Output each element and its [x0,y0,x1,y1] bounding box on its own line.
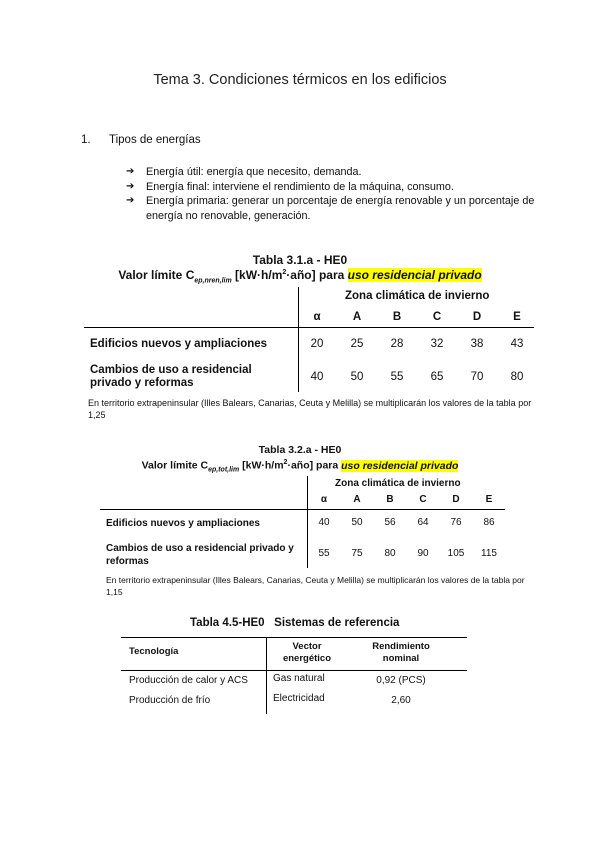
list-item-text: Energía final: interviene el rendimiento de la máquina, consumo. [146,180,454,193]
table3-title: Tabla 4.5-HE0 Sistemas de referencia [190,617,400,629]
table1-note: En territorio extrapeninsular (Illes Balears, Canarias, Ceuta y Melilla) se multiplicarán los valores de la tabla por 1,25 [88,398,532,420]
table3-divider-vertical [266,637,267,714]
table1-subtitle [0,268,600,284]
document-title: Tema 3. Condiciones térmicos en los edificios [153,72,447,88]
table1-cell: 20 [310,338,324,350]
table1-row-label: Cambios de uso a residencial privado y reformas [90,364,252,389]
table1-col-header: B [392,311,402,323]
energy-types-list [126,165,536,223]
table2-cell: 64 [417,517,429,528]
section-number: 1. [81,134,91,146]
table1-subtitle-superscript: 2 [282,269,287,276]
table2-cell: 75 [351,548,363,559]
table1-cell: 43 [510,338,524,350]
table3-col-header: Vector energético [282,641,332,664]
list-item [126,194,536,223]
table2-subtitle-units-b: ·año] para [287,459,342,472]
table3-cell: 2,60 [391,695,411,706]
arrow-right-icon: ➔ [126,166,135,177]
table1-cell: 28 [390,338,404,350]
table1-subtitle-prefix: Valor límite C [118,268,195,282]
table2-cell: 86 [483,517,495,528]
table1-cell: 40 [310,371,324,383]
list-item-text: Energía primaria: generar un porcentaje de energía renovable y un porcentaje de energía no renovable, generación. [146,195,535,222]
list-item [126,180,536,195]
table2-cell: 56 [384,517,396,528]
table2-col-header: D [452,494,460,505]
table1-cell: 25 [350,338,364,350]
table1-cell: 38 [470,338,484,350]
table3-divider-middle [121,670,467,671]
table1-title: Tabla 3.1.a - HE0 [252,253,348,267]
table1-subtitle-highlight: uso residencial privado [347,268,482,282]
table1-divider-horizontal [84,327,534,328]
table1-cell: 32 [430,338,444,350]
table2-row-label: Edificios nuevos y ampliaciones [106,518,260,529]
table3-cell: Electricidad [273,693,325,704]
table1-row-label: Edificios nuevos y ampliaciones [90,338,268,350]
table2-subtitle [0,459,600,474]
table3-cell: Producción de frío [129,695,211,706]
table1-cell: 80 [510,371,524,383]
table2-cell: 90 [417,548,429,559]
table3-cell: Gas natural [273,673,325,684]
table3-cell: Producción de calor y ACS [129,675,248,686]
table2-col-header: B [386,494,394,505]
table2-cell: 80 [384,548,396,559]
table1-subtitle-subscript: ep,nren,lim [194,277,232,285]
table1-col-header: α [313,311,321,323]
list-item [126,165,536,180]
table3-col-header: Tecnología [129,646,179,657]
table2-row-label: Cambios de uso a residencial privado y reformas [106,543,294,567]
table2-note: En territorio extrapeninsular (Illes Balears, Canarias, Ceuta y Melilla) se multiplicarán los valores de la tabla por 1,15 [106,575,525,597]
table1-col-header: E [513,311,521,323]
table1-col-header: A [352,311,362,323]
table2-col-header: E [485,494,493,505]
table2-subtitle-prefix: Valor límite C [141,459,209,472]
table1-subtitle-units-b: ·año] para [286,268,348,282]
table1-cell: 65 [430,371,444,383]
table2-subtitle-subscript: ep,tot,lim [208,466,240,474]
table1-subtitle-units-a: [kW·h/m [231,268,283,282]
table2-zone-header: Zona climática de invierno [335,478,461,489]
section-title: Tipos de energías [109,134,201,146]
table2-col-header: α [320,494,328,505]
table2-divider-horizontal [100,509,505,510]
table2-col-header: C [419,494,427,505]
table2-col-header: A [353,494,361,505]
table1-zone-header: Zona climática de invierno [345,290,490,302]
table2-subtitle-highlight: uso residencial privado [341,459,459,472]
table2-cell: 55 [318,548,330,559]
table1-cell: 70 [470,371,484,383]
table1-col-header: C [432,311,442,323]
table2-cell: 40 [318,517,330,528]
table1-cell: 55 [390,371,404,383]
table1-cell: 50 [350,371,364,383]
table2-cell: 115 [481,548,497,559]
arrow-right-icon: ➔ [126,180,135,192]
list-item-text: Energía útil: energía que necesito, demanda. [146,166,362,178]
table2-subtitle-superscript: 2 [283,459,288,466]
table2-cell: 105 [447,548,465,559]
table1-col-header: D [472,311,482,323]
table3-divider-top [121,637,467,638]
arrow-right-icon: ➔ [126,195,135,206]
table2-cell: 76 [450,517,462,528]
table3-cell: 0,92 (PCS) [376,675,426,686]
table2-cell: 50 [351,517,363,528]
table2-title: Tabla 3.2.a - HE0 [258,444,342,456]
table3-col-header: Rendimiento nominal [372,641,430,664]
table2-subtitle-units-a: [kW·h/m [239,459,284,472]
